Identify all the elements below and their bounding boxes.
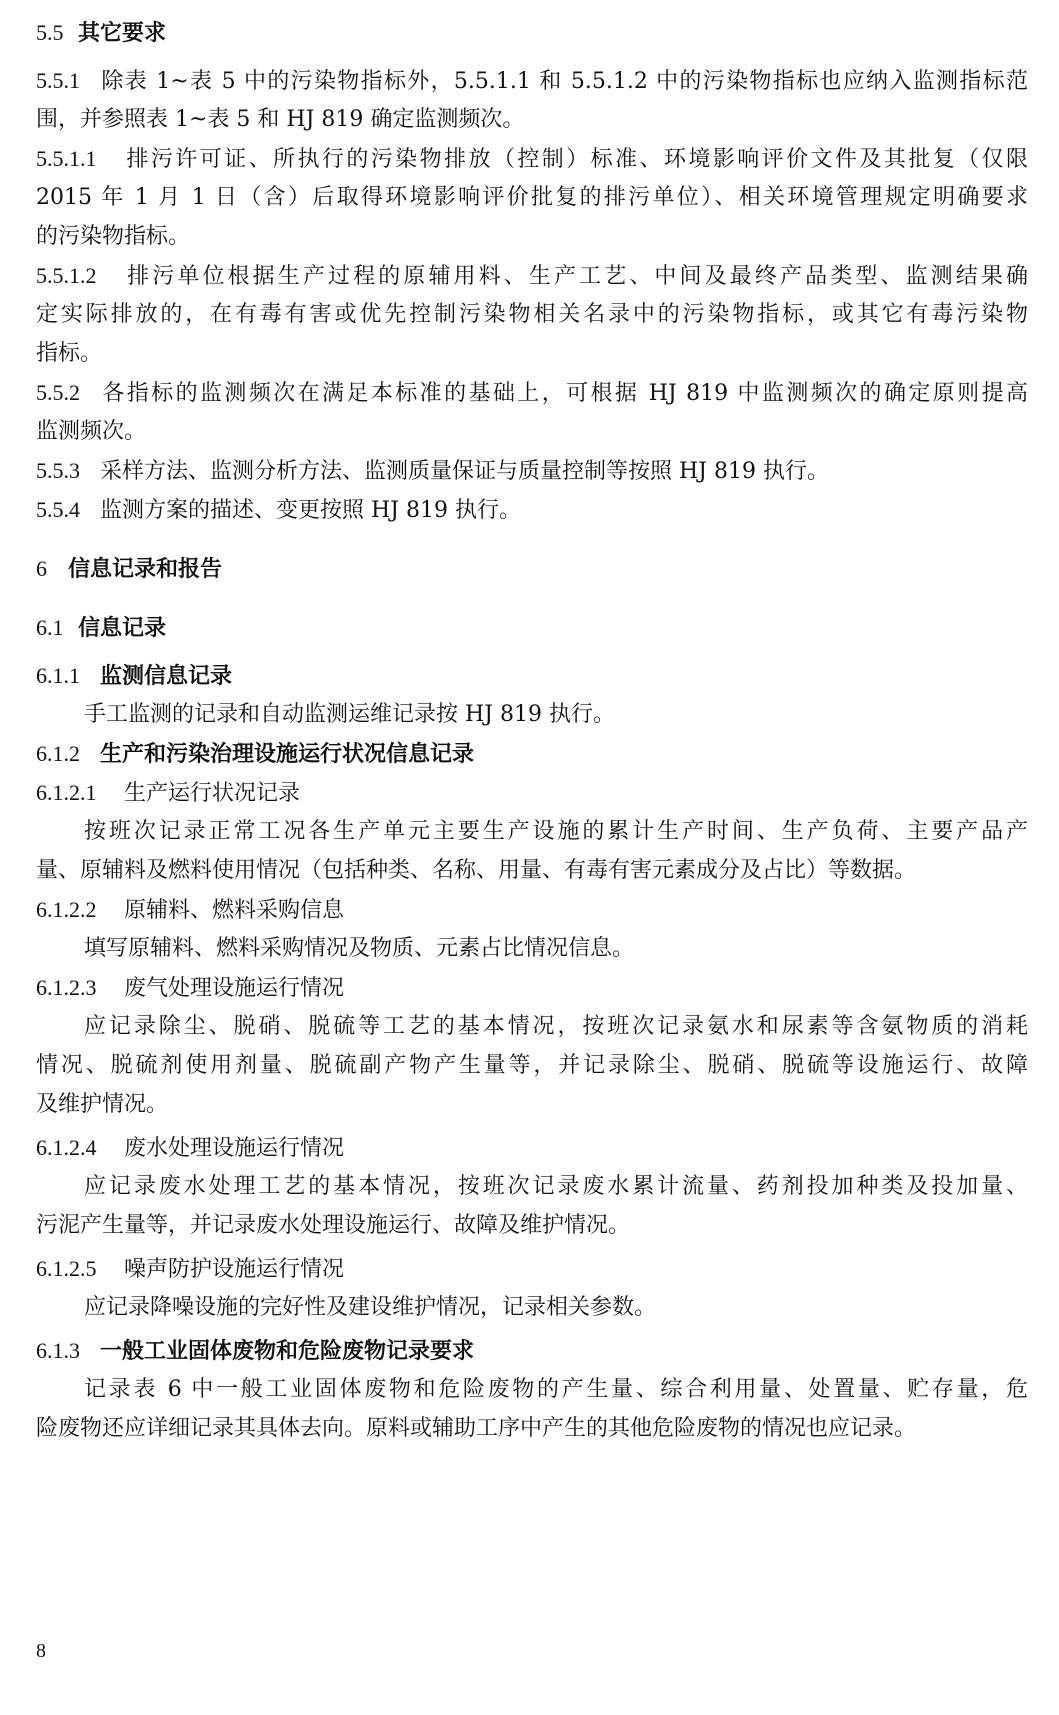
item-heading-6-1-2-5: 6.1.2.5 噪声防护设施运行情况 xyxy=(36,1256,345,1282)
paragraph-5-5-1-2-line3: 指标。 xyxy=(36,341,103,366)
paragraph-6-1-2-1-line1: 按班次记录正常工况各生产单元主要生产设施的累计生产时间、生产负荷、主要产品产 xyxy=(84,819,1028,844)
paragraph-5-5-1-1-line3: 的污染物指标。 xyxy=(36,224,191,249)
paragraph-6-1-2-5: 应记录降噪设施的完好性及建设维护情况，记录相关参数。 xyxy=(84,1295,657,1320)
paragraph-5-5-1-2-line2: 定实际排放的，在有毒有害或优先控制污染物相关名录中的污染物指标，或其它有毒污染物 xyxy=(36,302,1028,327)
section-heading-6-1: 6.1 信息记录 xyxy=(36,615,167,641)
section-heading-5-5: 5.5 其它要求 xyxy=(36,20,167,46)
subsection-heading-6-1-3: 6.1.3 一般工业固体废物和危险废物记录要求 xyxy=(36,1338,475,1364)
paragraph-6-1-2-4-line1: 应记录废水处理工艺的基本情况，按班次记录废水累计流量、药剂投加种类及投加量、 xyxy=(84,1174,1028,1199)
paragraph-6-1-2-3-line1: 应记录除尘、脱硝、脱硫等工艺的基本情况，按班次记录氨水和尿素等含氨物质的消耗 xyxy=(84,1014,1028,1039)
paragraph-5-5-1-1-line2: 2015 年 1 月 1 日（含）后取得环境影响评价批复的排污单位）、相关环境管理规定明确要求 xyxy=(36,185,1028,210)
paragraph-6-1-2-3-line2: 情况、脱硫剂使用剂量、脱硫副产物产生量等，并记录除尘、脱硝、脱硫等设施运行、故障 xyxy=(36,1053,1028,1078)
paragraph-6-1-1: 手工监测的记录和自动监测运维记录按 HJ 819 执行。 xyxy=(84,702,615,727)
page-number: 8 xyxy=(36,1640,46,1662)
item-heading-6-1-2-4: 6.1.2.4 废水处理设施运行情况 xyxy=(36,1135,345,1161)
paragraph-5-5-1-2-line1: 5.5.1.2 排污单位根据生产过程的原辅用料、生产工艺、中间及最终产品类型、监测结果确 xyxy=(36,263,1028,289)
subsection-heading-6-1-1: 6.1.1 监测信息记录 xyxy=(36,663,233,689)
paragraph-6-1-2-4-line2: 污泥产生量等，并记录废水处理设施运行、故障及维护情况。 xyxy=(36,1213,631,1238)
paragraph-6-1-3-line1: 记录表 6 中一般工业固体废物和危险废物的产生量、综合利用量、处置量、贮存量，危 xyxy=(84,1377,1028,1402)
paragraph-5-5-2-line2: 监测频次。 xyxy=(36,419,147,444)
paragraph-5-5-4: 5.5.4 监测方案的描述、变更按照 HJ 819 执行。 xyxy=(36,497,521,523)
paragraph-5-5-2-line1: 5.5.2 各指标的监测频次在满足本标准的基础上，可根据 HJ 819 中监测频次的确定原则提高 xyxy=(36,380,1028,406)
paragraph-6-1-2-1-line2: 量、原辅料及燃料使用情况（包括种类、名称、用量、有毒有害元素成分及占比）等数据。 xyxy=(36,858,917,883)
paragraph-6-1-3-line2: 险废物还应详细记录其具体去向。原料或辅助工序中产生的其他危险废物的情况也应记录。 xyxy=(36,1416,917,1441)
paragraph-5-5-1-line1: 5.5.1 除表 1~表 5 中的污染物指标外，5.5.1.1 和 5.5.1.2 中的污染物指标也应纳入监测指标范 xyxy=(36,68,1028,94)
paragraph-5-5-3: 5.5.3 采样方法、监测分析方法、监测质量保证与质量控制等按照 HJ 819 执行。 xyxy=(36,458,829,484)
item-heading-6-1-2-1: 6.1.2.1 生产运行状况记录 xyxy=(36,780,301,806)
chapter-heading-6: 6 信息记录和报告 xyxy=(36,556,223,582)
item-heading-6-1-2-3: 6.1.2.3 废气处理设施运行情况 xyxy=(36,975,345,1001)
paragraph-5-5-1-1-line1: 5.5.1.1 排污许可证、所执行的污染物排放（控制）标准、环境影响评价文件及其批复（仅限 xyxy=(36,146,1028,172)
paragraph-5-5-1-line2: 围，并参照表 1~表 5 和 HJ 819 确定监测频次。 xyxy=(36,107,525,132)
subsection-heading-6-1-2: 6.1.2 生产和污染治理设施运行状况信息记录 xyxy=(36,741,475,767)
item-heading-6-1-2-2: 6.1.2.2 原辅料、燃料采购信息 xyxy=(36,897,345,923)
paragraph-6-1-2-3-line3: 及维护情况。 xyxy=(36,1092,169,1117)
paragraph-6-1-2-2: 填写原辅料、燃料采购情况及物质、元素占比情况信息。 xyxy=(84,936,635,961)
